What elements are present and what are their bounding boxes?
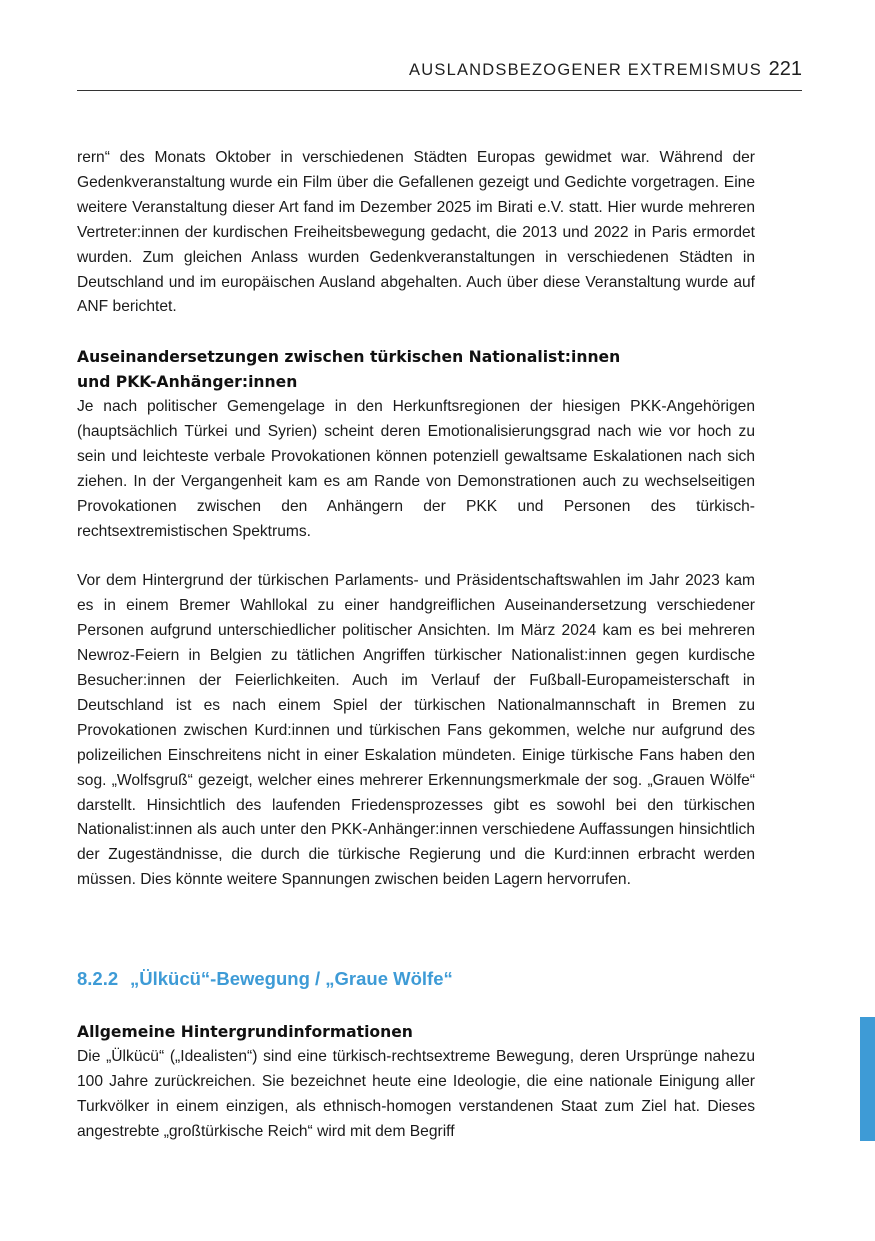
main-text [77,146,755,893]
background-paragraph: Die „Ülkücü“ („Idealisten“) sind eine türkisch-rechtsextreme Bewegung, deren Ursprünge nahezu 100 Jahre zurückreichen. Sie bezeichnet heute eine Ideologie, die eine nationale Einigung aller Turkvölker in einem einzigen, als ethnisch-homogen verstandenen Staat zum Ziel hat. Dieses angestrebte „großtürkische Reich“ wird mit dem Begriff [77,1047,755,1140]
intro-paragraph: rern“ des Monats Oktober in verschiedenen Städten Europas gewidmet war. Während der Gedenkveranstaltung wurde ein Film über die Gefallenen gezeigt und Gedichte vorgetragen. Eine weitere Veranstaltung dieser Art fand im Dezember 2025 im Birati e.V. statt. Hier wurde mehreren Vertreter:innen der kurdischen Freiheitsbewegung gedacht, die 2013 und 2022 in Paris ermordet wurden. Zum gleichen Anlass wurden Gedenkveranstaltungen in verschiedenen Städten in Deutschland und im europäischen Ausland abgehalten. Auch über diese Veranstaltung wurde auf ANF berichtet. [77,149,755,316]
page-number: 221 [768,58,802,80]
background-heading: Allgemeine Hintergrundinformationen [77,1023,413,1041]
subsection-paragraph-1: Je nach politischer Gemengelage in den Herkunftsregionen der hiesigen PKK-Angehörigen (hauptsächlich Türkei und Syrien) scheint deren Emotionalisierungsgrad nach wie vor hoch zu sein und leichteste verbale Provokationen können potenziell gewaltsame Eskalationen nach sich ziehen. In der Vergangenheit kam es am Rande von Demonstrationen auch zu wechselseitigen Provokationen zwischen den Anhängern der PKK und Personen des türkisch-rechtsextremistischen Spektrums. [77,398,755,540]
running-header-title: AUSLANDSBEZOGENER EXTREMISMUS [409,61,762,79]
chapter-side-tab [860,1017,875,1141]
subsection-paragraph-2: Vor dem Hintergrund der türkischen Parlaments- und Präsidentschaftswahlen im Jahr 2023 kam es in einem Bremer Wahllokal zu einer handgreiflichen Auseinandersetzung verschiedener Personen aufgrund unterschiedlicher politischer Ansichten. Im März 2024 kam es bei mehreren Newroz-Feiern in Belgien zu tätlichen Angriffen türkischer Nationalist:innen gegen kurdische Besucher:innen der Feierlichkeiten. Auch im Verlauf der Fußball-Europameisterschaft in Deutschland ist es nach einem Spiel der türkischen Nationalmannschaft in Bremen zu Provokationen zwischen Kurd:innen und türkischen Fans gekommen, welche nur aufgrund des polizeilichen Einschreitens nicht in einer Eskalation mündeten. Einige türkische Fans haben den sog. „Wolfsgruß“ gezeigt, welcher eines mehrerer Erkennungsmerkmale der sog. „Grauen Wölfe“ darstellt. Hinsichtlich des laufenden Friedensprozesses gibt es sowohl bei den türkischen Nationalist:innen als auch unter den PKK-Anhänger:innen verschiedene Auffassungen hinsichtlich der Zugeständnisse, die durch die türkische Regierung und die Kurd:innen erbracht werden müssen. Dies könnte weitere Spannungen zwischen beiden Lagern hervorrufen. [77,572,755,889]
spacer [77,320,755,345]
subsection-heading-line-2: und PKK-Anhänger:innen [77,373,298,392]
spacer [77,544,755,569]
section-title: „Ülkücü“-Bewegung / „Graue Wölfe“ [130,968,453,989]
section-heading [77,968,755,990]
section-number: 8.2.2 [77,968,119,989]
section-text [77,1020,755,1145]
subsection-heading-line-1: Auseinandersetzungen zwischen türkischen Nationalist:innen [77,348,621,367]
page-header [77,58,802,91]
